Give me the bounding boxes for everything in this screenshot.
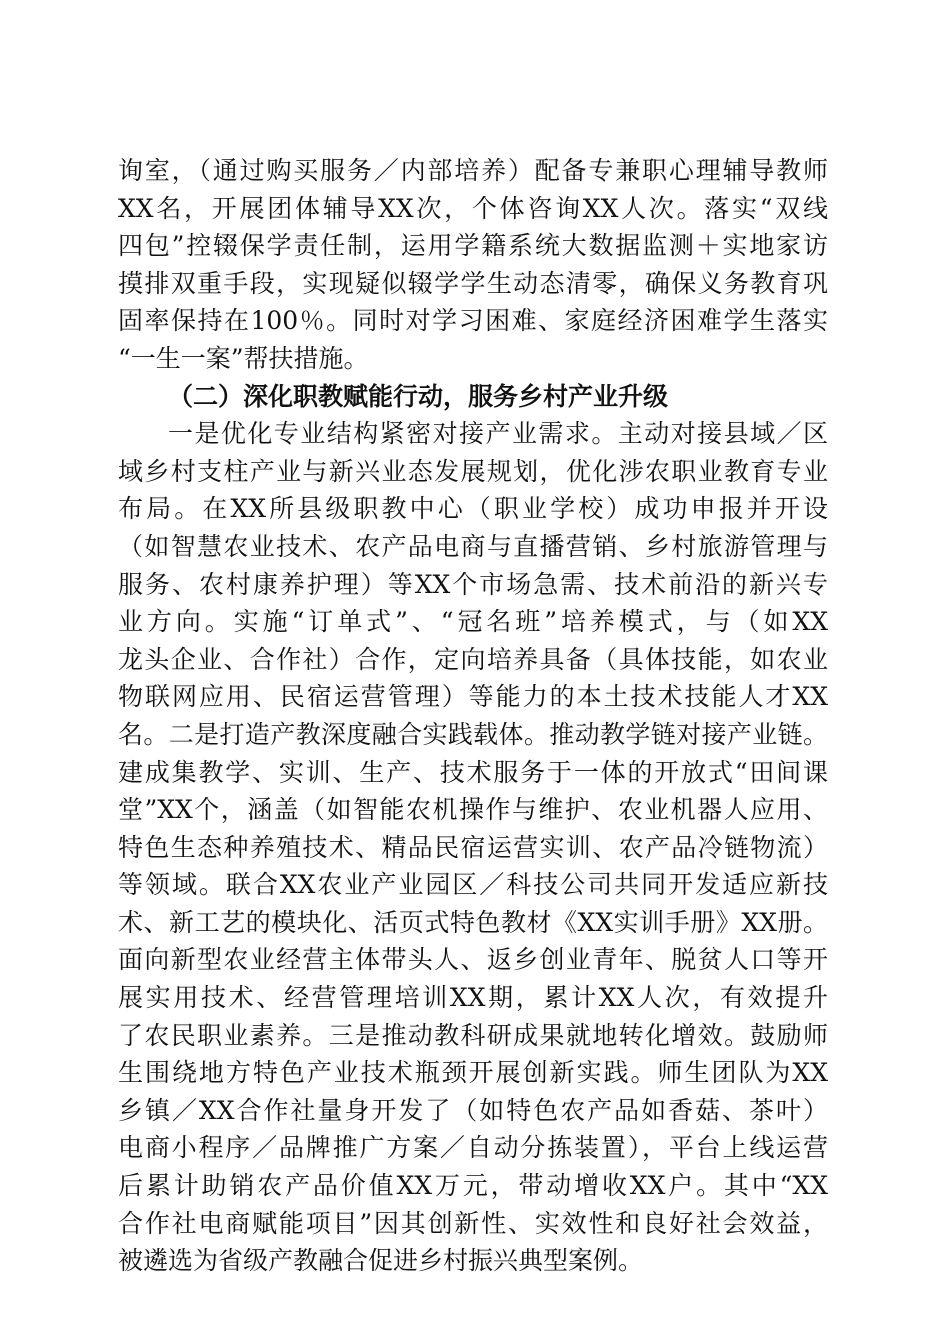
text-line: 乡镇／XX合作社量身开发了（如特色农产品如香菇、茶叶） bbox=[118, 1095, 828, 1125]
text-line: 等领域。联合XX农业产业园区／科技公司共同开发适应新技 bbox=[118, 870, 828, 900]
text-line: 布局。在XX所县级职教中心（职业学校）成功申报并开设 bbox=[118, 494, 828, 524]
text-line: 电商小程序／品牌推广方案／自动分拣装置），平台上线运营 bbox=[118, 1133, 828, 1163]
text-line: “一生一案”帮扶措施。 bbox=[118, 343, 369, 373]
text-line: 堂”XX个，涵盖（如智能农机操作与维护、农业机器人应用、 bbox=[118, 795, 828, 825]
text-line: 生围绕地方特色产业技术瓶颈开展创新实践。师生团队为XX bbox=[118, 1058, 828, 1088]
text-line: 展实用技术、经营管理培训XX期，累计XX人次，有效提升 bbox=[118, 983, 828, 1013]
text-line: （如智慧农业技术、农产品电商与直播营销、乡村旅游管理与 bbox=[118, 531, 828, 561]
text-line: 服务、农村康养护理）等XX个市场急需、技术前沿的新兴专 bbox=[118, 569, 828, 599]
text-line: 固率保持在100％。同时对学习困难、家庭经济困难学生落实 bbox=[118, 306, 828, 336]
text-line: 一是优化专业结构紧密对接产业需求。主动对接县域／区 bbox=[168, 419, 828, 449]
text-line: 四包”控辍保学责任制，运用学籍系统大数据监测＋实地家访 bbox=[118, 231, 828, 261]
text-line: 龙头企业、合作社）合作，定向培养具备（具体技能，如农业 bbox=[118, 644, 828, 674]
text-line: 合作社电商赋能项目”因其创新性、实效性和良好社会效益， bbox=[118, 1208, 828, 1238]
text-line: XX名，开展团体辅导XX次，个体咨询XX人次。落实“双线 bbox=[118, 193, 828, 223]
text-line: 面向新型农业经营主体带头人、返乡创业青年、脱贫人口等开 bbox=[118, 945, 828, 975]
text-line: 特色生态种养殖技术、精品民宿运营实训、农产品冷链物流） bbox=[118, 832, 828, 862]
text-line: 物联网应用、民宿运营管理）等能力的本土技术技能人才XX bbox=[118, 682, 828, 712]
text-line: 摸排双重手段，实现疑似辍学学生动态清零，确保义务教育巩 bbox=[118, 268, 828, 298]
text-line: 建成集教学、实训、生产、技术服务于一体的开放式“田间课 bbox=[118, 757, 828, 787]
text-line: 了农民职业素养。三是推动教科研成果就地转化增效。鼓励师 bbox=[118, 1020, 828, 1050]
text-line: 域乡村支柱产业与新兴业态发展规划，优化涉农职业教育专业 bbox=[118, 456, 828, 486]
text-line: 业方向。实施“订单式”、“冠名班”培养模式，与（如XX bbox=[118, 607, 828, 637]
body-text bbox=[118, 152, 828, 1280]
text-line: 询室，（通过购买服务／内部培养）配备专兼职心理辅导教师 bbox=[118, 156, 828, 185]
text-line: 术、新工艺的模块化、活页式特色教材《XX实训手册》XX册。 bbox=[118, 907, 828, 937]
text-line: 后累计助销农产品价值XX万元，带动增收XX户。其中“XX bbox=[118, 1171, 828, 1201]
text-line: 名。二是打造产教深度融合实践载体。推动教学链对接产业链。 bbox=[118, 719, 828, 749]
section-heading: （二）深化职教赋能行动，服务乡村产业升级 bbox=[168, 381, 669, 411]
text-line: 被遴选为省级产教融合促进乡村振兴典型案例。 bbox=[118, 1246, 644, 1276]
